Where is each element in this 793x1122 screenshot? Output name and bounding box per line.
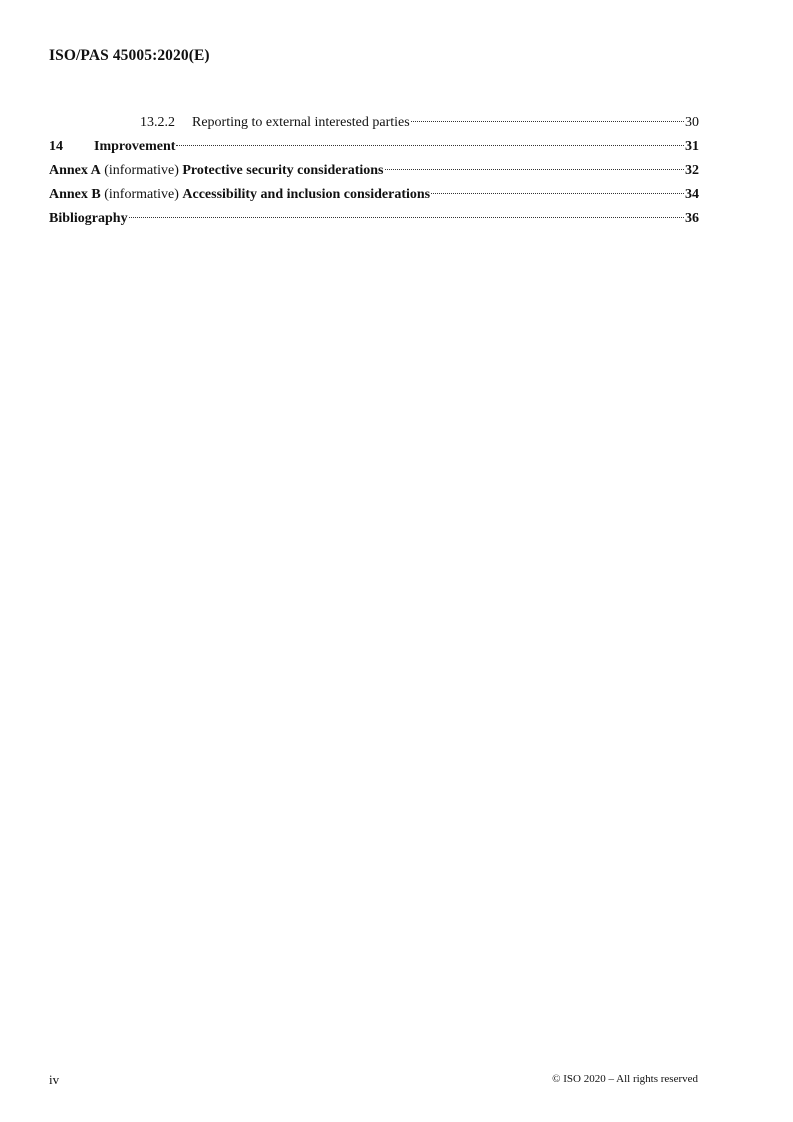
dot-leader [176,145,684,146]
toc-entry-page: 32 [685,163,699,178]
dot-leader [385,169,684,170]
table-of-contents [49,111,699,231]
toc-entry-page: 30 [685,115,699,130]
toc-entry-bibliography[interactable] [49,207,699,231]
dot-leader [129,217,684,218]
toc-entry-14[interactable] [49,135,699,159]
toc-entry-13-2-2[interactable] [49,111,699,135]
toc-entry-title: Reporting to external interested parties [192,115,410,130]
annex-qualifier: (informative) [104,187,179,202]
toc-entry-annex-b[interactable] [49,183,699,207]
toc-entry-annex-a[interactable] [49,159,699,183]
toc-entry-page: 34 [685,187,699,202]
dot-leader [411,121,684,122]
toc-entry-title: Protective security considerations [182,163,384,178]
toc-entry-page: 36 [685,211,699,226]
toc-entry-title: Improvement [94,139,176,154]
page-number: iv [49,1072,60,1087]
toc-entry-number: 13.2.2 [140,115,175,130]
toc-entry-number: 14 [49,139,63,154]
annex-qualifier: (informative) [104,163,179,178]
toc-entry-title: Accessibility and inclusion considerations [182,187,431,202]
dot-leader [431,193,684,194]
toc-entry-title: Bibliography [49,211,128,226]
annex-label: Annex B [49,187,101,202]
toc-entry-page: 31 [685,139,699,154]
document-header: ISO/PAS 45005:2020(E) [49,47,210,64]
annex-label: Annex A [49,163,101,178]
copyright-notice: © ISO 2020 – All rights reserved [552,1073,698,1085]
